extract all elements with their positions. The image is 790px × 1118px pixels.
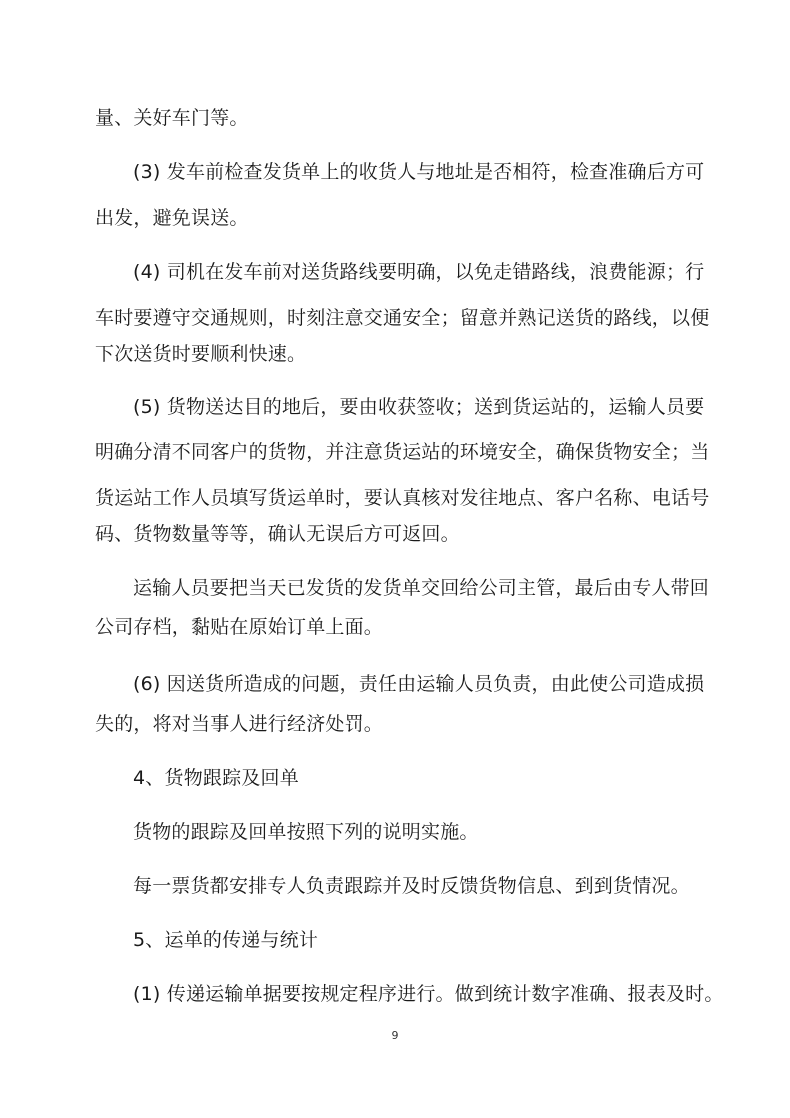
text-line: 货物的跟踪及回单按照下列的说明实施。 (133, 821, 479, 843)
text-line: 出发，避免误送。 (95, 207, 249, 229)
text-line: 失的，将对当事人进行经济处罚。 (95, 713, 384, 735)
text-line: 货运站工作人员填写货运单时，要认真核对发往地点、客户名称、电话号 (95, 487, 710, 509)
text-line: (3) 发车前检查发货单上的收货人与地址是否相符，检查准确后方可 (133, 161, 705, 183)
text-line: (6) 因送货所造成的问题，责任由运输人员负责，由此使公司造成损 (133, 673, 705, 695)
text-line: 明确分清不同客户的货物，并注意货运站的环境安全，确保货物安全；当 (95, 441, 710, 463)
text-line: (1) 传递运输单据要按规定程序进行。做到统计数字准确、报表及时。 (133, 983, 724, 1005)
text-line: 码、货物数量等等，确认无误后方可返回。 (95, 523, 460, 545)
text-line: (4) 司机在发车前对送货路线要明确，以免走错路线，浪费能源；行 (133, 261, 705, 283)
text-line: 下次送货时要顺利快速。 (95, 343, 307, 365)
page-number: 9 (391, 1029, 399, 1042)
text-line: 公司存档，黏贴在原始订单上面。 (95, 616, 384, 638)
section-heading: 4、货物跟踪及回单 (133, 767, 299, 789)
text-line: 运输人员要把当天已发货的发货单交回给公司主管，最后由专人带回 (133, 577, 710, 599)
text-line: 量、关好车门等。 (95, 107, 249, 129)
text-line: 每一票货都安排专人负责跟踪并及时反馈货物信息、到到货情况。 (133, 875, 690, 897)
section-heading: 5、运单的传递与统计 (133, 929, 319, 951)
text-line: 车时要遵守交通规则，时刻注意交通安全；留意并熟记送货的路线，以便 (95, 307, 710, 329)
text-line: (5) 货物送达目的地后，要由收获签收；送到货运站的，运输人员要 (133, 396, 705, 418)
